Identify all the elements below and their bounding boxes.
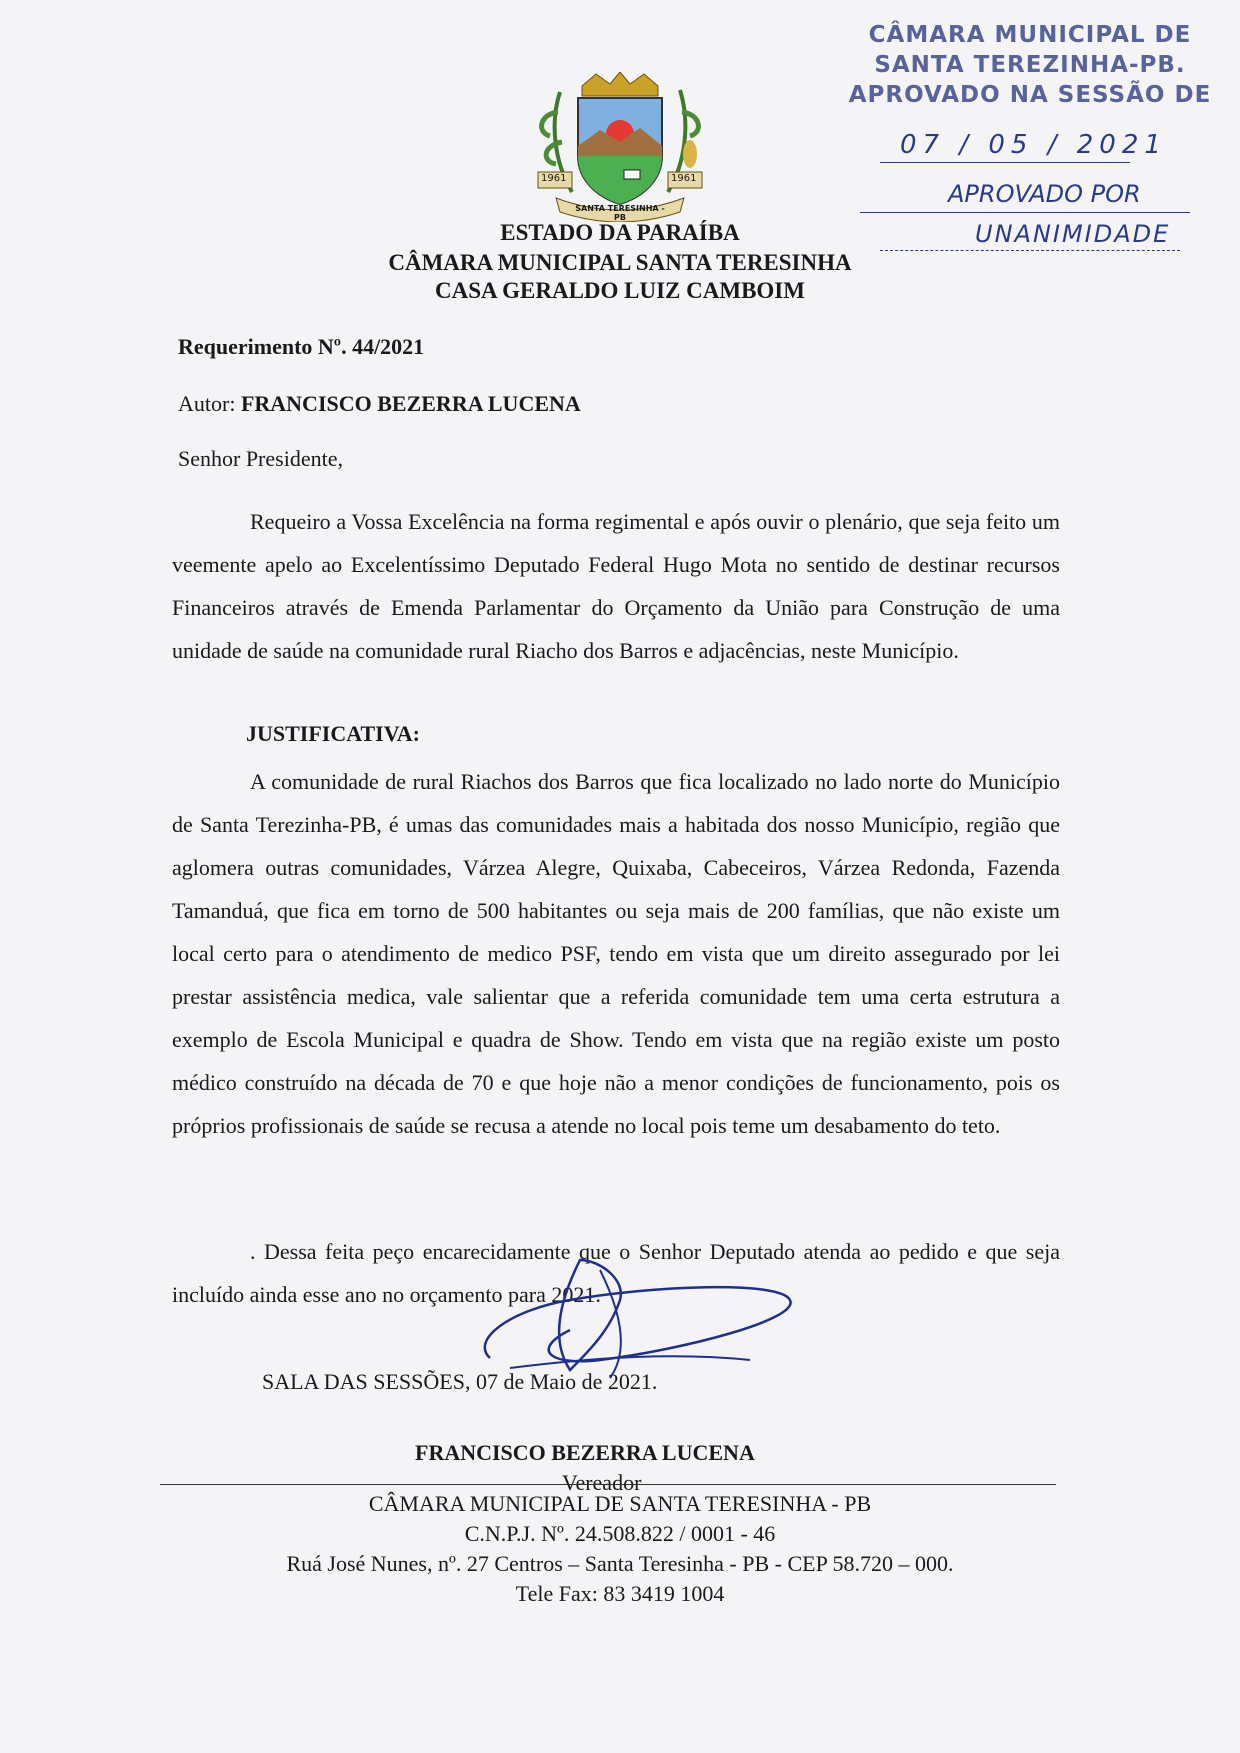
stamp-note-1: APROVADO POR: [948, 180, 1141, 208]
request-text: Requeiro a Vossa Excelência na forma regimental e após ouvir o plenário, que seja feito um veemente apelo ao Excelentíssimo Deputado Federal Hugo Mota no sentido de destinar recursos Financeiros através de Emenda Parlamentar do Orçamento da União para Construção de uma unidade de saúde na comunidade rural Riacho dos Barros e adjacências, neste Município.: [172, 509, 1060, 663]
crest-year-right: 1961: [671, 173, 697, 184]
approval-stamp: [840, 20, 1220, 248]
request-paragraph: [172, 500, 1060, 672]
justification-heading: JUSTIFICATIVA:: [246, 721, 421, 746]
header-chamber: CÂMARA MUNICIPAL SANTA TERESINHA: [388, 250, 852, 275]
closing-text: . Dessa feita peço encarecidamente que o Senhor Deputado atenda ao pedido e que seja incluído ainda esse ano no orçamento para 2021.: [172, 1239, 1060, 1307]
place-date: SALA DAS SESSÕES, 07 de Maio de 2021.: [262, 1369, 658, 1394]
footer-phone: Tele Fax: 83 3419 1004: [515, 1581, 725, 1606]
signer-role: Vereador: [562, 1470, 642, 1495]
stamp-note-2: UNANIMIDADE: [975, 220, 1171, 248]
footer-cnpj: C.N.P.J. Nº. 24.508.822 / 0001 - 46: [464, 1521, 776, 1546]
signer-name: FRANCISCO BEZERRA LUCENA: [415, 1440, 755, 1465]
handwritten-signature: [450, 1240, 830, 1380]
municipal-coat-of-arms: [520, 72, 720, 222]
header-house: CASA GERALDO LUIZ CAMBOIM: [435, 278, 805, 303]
salutation: Senhor Presidente,: [178, 446, 343, 471]
footer-address: Ruá José Nunes, nº. 27 Centros – Santa Teresinha - PB - CEP 58.720 – 000.: [286, 1551, 954, 1576]
stamp-rule-2: [860, 212, 1190, 213]
justification-paragraph: [172, 760, 1060, 1147]
justification-text: A comunidade de rural Riachos dos Barros que fica localizado no lado norte do Município de Santa Terezinha-PB, é umas das comunidades mais a habitada dos nosso Município, região que aglomera outras comunidades, Várzea Alegre, Quixaba, Cabeceiros, Várzea Redonda, Fazenda Tamanduá, que fica em torno de 500 habitantes ou seja mais de 200 famílias, que não existe um local certo para o atendimento de medico PSF, tendo em vista que um direito assegurado por lei prestar assistência medica, vale salientar que a referida comunidade tem uma certa estrutura a exemplo de Escola Municipal e quadra de Show. Tendo em vista que na região existe um posto médico construído na década de 70 e que hoje não a menor condições de funcionamento, pois os próprios profissionais de saúde se recusa a atende no local pois teme um desabamento do teto.: [172, 769, 1060, 1138]
crest-banner-text: SANTA TERESINHA - PB: [575, 204, 665, 222]
stamp-rule-1: [880, 162, 1130, 163]
stamp-line-3: APROVADO NA SESSÃO DE: [848, 82, 1212, 108]
footer-divider: [160, 1484, 1056, 1485]
stamp-line-2: SANTA TEREZINHA-PB.: [874, 52, 1186, 78]
crest-year-left: 1961: [541, 173, 567, 184]
stamp-line-1: CÂMARA MUNICIPAL DE: [868, 22, 1192, 48]
stamp-date: 07 / 05 / 2021: [900, 130, 1167, 160]
footer-chamber: CÂMARA MUNICIPAL DE SANTA TERESINHA - PB: [368, 1491, 872, 1516]
header-state: ESTADO DA PARAÍBA: [500, 220, 740, 245]
author-name: FRANCISCO BEZERRA LUCENA: [240, 391, 581, 416]
author-label: Autor:: [178, 391, 236, 416]
document-title: Requerimento Nº. 44/2021: [178, 334, 425, 359]
author-line: [178, 382, 581, 425]
